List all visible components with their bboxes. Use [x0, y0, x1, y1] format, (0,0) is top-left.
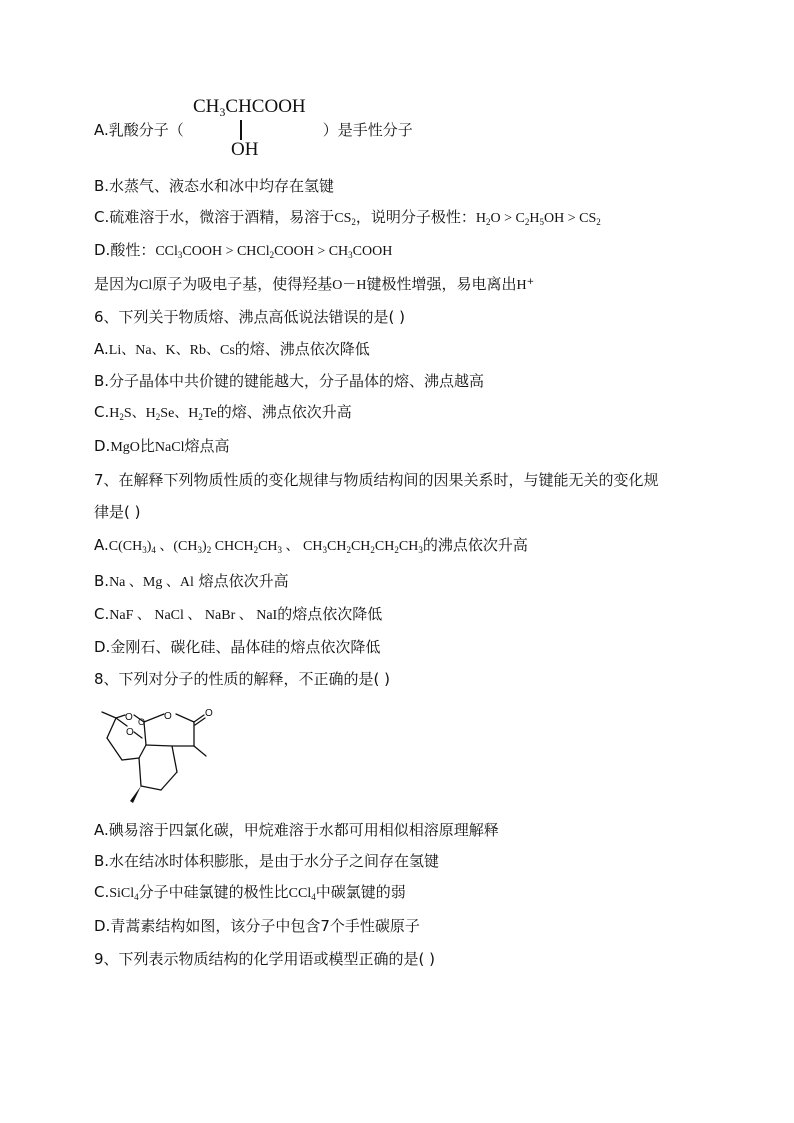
q8-option-b: B.水在结冰时体积膨胀，是由于水分子之间存在氢键 — [94, 852, 440, 870]
q8-option-d: D.青蒿素结构如图，该分子中包含7个手性碳原子 — [94, 917, 420, 935]
q6-option-a: A.Li、Na、K、Rb、Cs的熔、沸点依次降低 — [94, 340, 370, 358]
q5-option-d: D.酸性：CCl$_3$COOH > CHCl$_2$COOH > $CH_3COOH$ — [94, 241, 393, 260]
atom-o-2: O — [126, 727, 134, 738]
q6-option-d: D.MgO比NaCl熔点高 — [94, 437, 230, 455]
q5-option-d-continued: 是因为Cl原子为吸电子基，使得羟基O－H键极性增强，易电离出H+ — [94, 275, 535, 293]
lactic-acid-formula: $CH_3CHCOOH$ — [193, 96, 306, 119]
q7-option-a: $A.C(CH_3)_4$ 、$(CH_3)_2$ $CHCH_2CH_3$ 、 $CH_3CH_2CH_2CH_2CH_3$的沸点依次升高 — [94, 536, 528, 555]
atom-o-1: O — [125, 712, 133, 723]
q8-option-a: A.碘易溶于四氯化碳，甲烷难溶于水都可用相似相溶原理解释 — [94, 821, 499, 839]
q7-stem-line1: 7、在解释下列物质性质的变化规律与物质结构间的因果关系时，与键能无关的变化规 — [94, 471, 659, 489]
artemisinin-structure — [94, 700, 229, 808]
q5-option-b: B.水蒸气、液态水和冰中均存在氢键 — [94, 177, 335, 195]
q5-option-c: C.硫难溶于水，微溶于酒精，易溶于$CS_2$，说明分子极性：$H_2O > C_2H_5OH > CS_2$ — [94, 208, 601, 227]
q6-stem: 6、下列关于物质熔、沸点高低说法错误的是( ) — [94, 308, 406, 326]
atom-o-3: O — [164, 711, 172, 722]
q5-option-a: A.乳酸分子（ ）是手性分子 — [94, 121, 413, 139]
q7-stem-line2: 律是( ) — [94, 503, 141, 521]
atom-o-4: O — [205, 708, 213, 719]
q8-option-c: C.SiCl$_4$分子中硅氯键的极性比CCl$_4$中碳氯键的弱 — [94, 883, 406, 902]
q6-option-c: $C.H_2S$、$H_2Se$、$H_2Te$的熔、沸点依次升高 — [94, 403, 352, 422]
lactic-acid-oh: OH — [231, 139, 259, 160]
q6-option-b: B.分子晶体中共价键的键能越大，分子晶体的熔、沸点越高 — [94, 372, 485, 390]
q7-option-b: B.Na 、Mg 、Al 熔点依次升高 — [94, 572, 289, 590]
atom-o-5: O — [138, 717, 146, 727]
q8-stem: 8、下列对分子的性质的解释，不正确的是( ) — [94, 670, 391, 688]
q7-option-c: C.NaF 、 NaCl 、 NaBr 、 NaI的熔点依次降低 — [94, 605, 383, 623]
q7-option-d: D.金刚石、碳化硅、晶体硅的熔点依次降低 — [94, 638, 381, 656]
q9-stem: 9、下列表示物质结构的化学用语或模型正确的是( ) — [94, 950, 436, 968]
